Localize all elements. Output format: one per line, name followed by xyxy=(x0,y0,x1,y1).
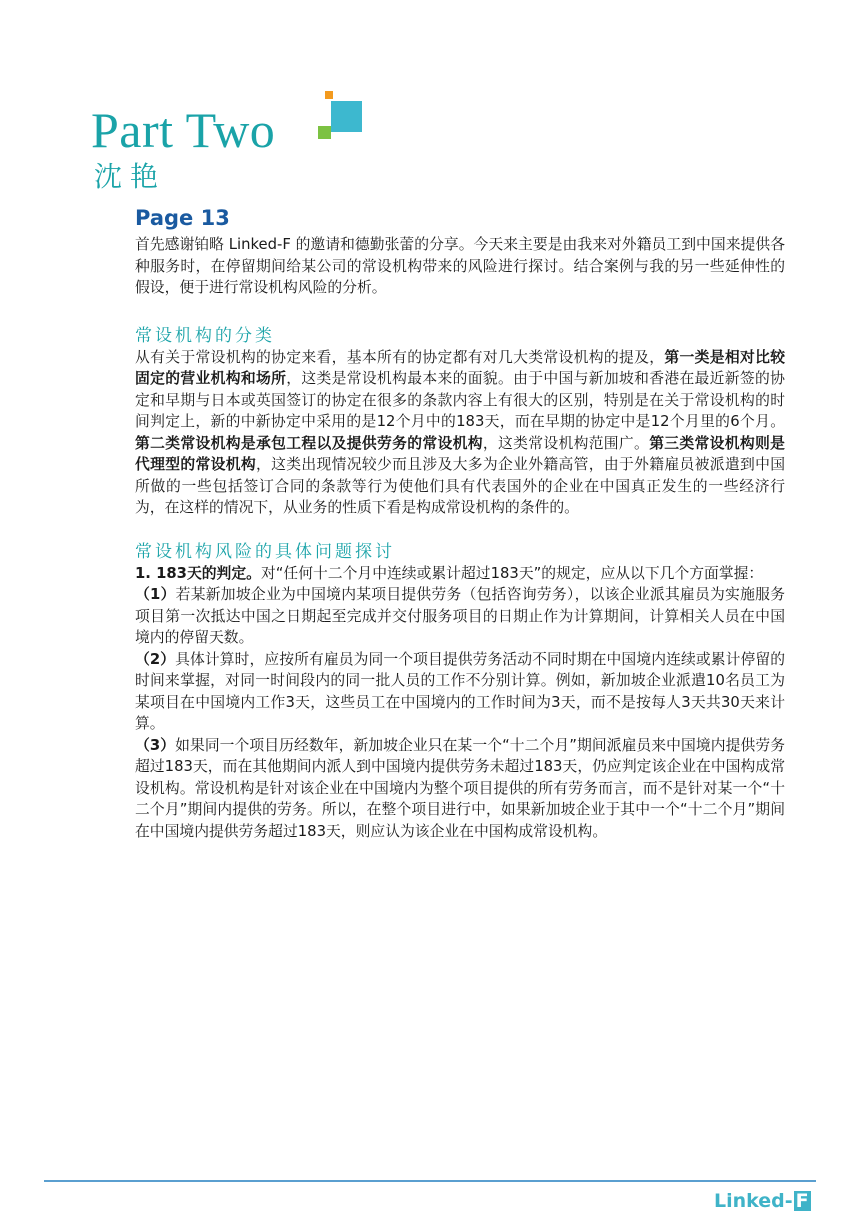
logo-text: Linked- xyxy=(714,1190,793,1212)
intro-paragraph: 首先感谢铂略 Linked-F 的邀请和德勤张蕾的分享。今天来主要是由我来对外籍员工到中国来提供各种服务时，在停留期间给某公司的常设机构带来的风险进行探讨。结合案例与我的另一些延伸性的假设，便于进行常设机构风险的分析。 xyxy=(135,236,785,296)
text-segment: 从有关于常设机构的协定来看，基本所有的协定都有对几大类常设机构的提及， xyxy=(135,348,665,366)
point-2-paragraph xyxy=(135,649,785,735)
point-3-paragraph xyxy=(135,735,785,843)
text-segment: 如果同一个项目历经数年，新加坡企业只在某一个“十二个月”期间派雇员来中国境内提供劳务超过183天，而在其他期间内派人到中国境内提供劳务未超过183天，仍应判定该企业在中国构成常设机构。常设机构是针对该企业在中国境内为整个项目提供的所有劳务而言，而不是针对某一个“十二个月”期间内提供的劳务。所以，在整个项目进行中，如果新加坡企业于其中一个“十二个月”期间在中国境内提供劳务超过183天，则应认为该企业在中国构成常设机构。 xyxy=(135,736,785,840)
text-segment: 对“任何十二个月中连续或累计超过183天”的规定，应从以下几个方面掌握： xyxy=(260,564,764,582)
bold-segment: 第一类是相对比较固定的营业机构和场所 xyxy=(135,348,785,387)
article-body xyxy=(135,204,785,842)
point-number: （1） xyxy=(135,586,176,603)
text-segment: 若某新加坡企业为中国境内某项目提供劳务（包括咨询劳务），以该企业派其雇员为实施服务项目第一次抵达中国之日期起至完成并交付服务项目的日期止作为计算期间，计算相关人员在中国境内的停留天数。 xyxy=(135,586,786,646)
text-segment: ，这类是常设机构最本来的面貌。由于中国与新加坡和香港在最近新签的协定和早期与日本或英国签订的协定在很多的条款内容上有很大的区别，特别是在关于常设机构的时间判定上，新的中新协定中采用的是12个月中的183天，而在早期的协定中是12个月里的6个月。 xyxy=(135,370,785,430)
linked-f-logo xyxy=(714,1188,811,1214)
section-heading-classification: 常设机构的分类 xyxy=(135,325,275,346)
part-title: Part Two xyxy=(91,102,276,158)
logo-f-box: F xyxy=(795,1190,809,1212)
bold-segment: 第三类常设机构则是代理型的常设机构 xyxy=(135,434,785,473)
item-183-days xyxy=(135,563,785,585)
section-heading-risk: 常设机构风险的具体问题探讨 xyxy=(135,541,395,562)
page-label: Page 13 xyxy=(135,206,230,230)
blue-square-icon xyxy=(331,101,362,132)
orange-square-icon xyxy=(325,91,333,99)
footer-divider xyxy=(44,1180,816,1182)
text-segment: 具体计算时，应按所有雇员为同一个项目提供劳务活动不同时期在中国境内连续或累计停留的时间来掌握，对同一时间段内的同一批人员的工作不分别计算。例如，新加坡企业派遣10名员工为某项目在中国境内工作3天，这些员工在中国境内的工作时间为3天，而不是按每人3天共30天来计算。 xyxy=(135,650,785,732)
classification-paragraph xyxy=(135,347,785,519)
point-number: （2） xyxy=(135,650,176,668)
point-number: （3） xyxy=(135,736,176,754)
text-segment: ，这类出现情况较少而且涉及大多为企业外籍高管，由于外籍雇员被派遣到中国所做的一些包括签订合同的条款等行为使他们具有代表国外的企业在中国真正发生的一些经济行为，在这样的情况下，从业务的性质下看是构成常设机构的条件的。 xyxy=(135,456,785,516)
green-square-icon xyxy=(318,126,331,139)
squares-logo-icon xyxy=(317,90,367,140)
text-segment: ，这类常设机构范围广。 xyxy=(482,434,650,452)
bold-segment: 第二类常设机构是承包工程以及提供劳务的常设机构 xyxy=(135,434,483,452)
point-1-paragraph xyxy=(135,584,785,649)
author-name: 沈艳 xyxy=(94,160,167,193)
bold-segment: 1. 183天的判定。 xyxy=(135,564,261,582)
